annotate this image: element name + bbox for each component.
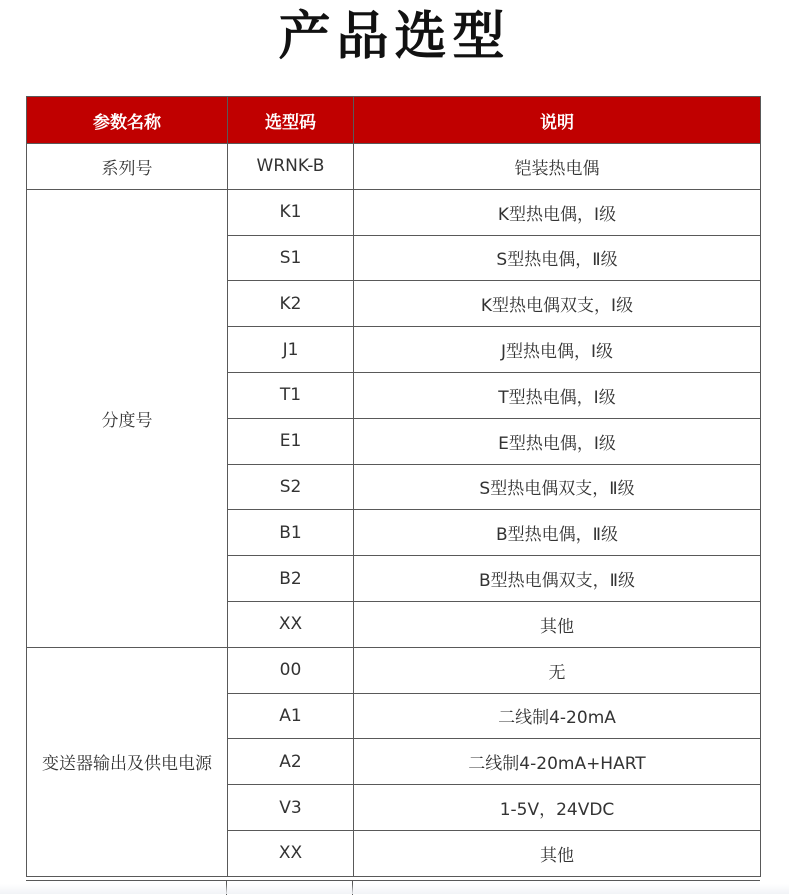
table-row: [27, 647, 761, 693]
code-cell: T1: [228, 372, 354, 418]
header-selection-code: 选型码: [228, 97, 354, 144]
table-row: [27, 144, 761, 190]
desc-cell: 铠装热电偶: [354, 144, 761, 190]
desc-cell: 其他: [354, 601, 761, 647]
code-cell: A2: [228, 739, 354, 785]
code-cell: S1: [228, 235, 354, 281]
bottom-fade: [0, 884, 789, 894]
header-description: 说明: [354, 97, 761, 144]
desc-cell: K型热电偶双支，Ⅰ级: [354, 281, 761, 327]
desc-cell: 无: [354, 647, 761, 693]
param-series: 系列号: [27, 144, 228, 190]
code-cell: V3: [228, 785, 354, 831]
desc-cell: 其他: [354, 830, 761, 876]
table-row: [27, 189, 761, 235]
code-cell: J1: [228, 327, 354, 373]
selection-table: [26, 96, 761, 877]
code-cell: B1: [228, 510, 354, 556]
desc-cell: 二线制4-20mA: [354, 693, 761, 739]
desc-cell: B型热电偶，Ⅱ级: [354, 510, 761, 556]
code-cell: 00: [228, 647, 354, 693]
header-param-name: 参数名称: [27, 97, 228, 144]
table-header-row: [27, 97, 761, 144]
code-cell: A1: [228, 693, 354, 739]
desc-cell: J型热电偶，Ⅰ级: [354, 327, 761, 373]
desc-cell: B型热电偶双支，Ⅱ级: [354, 556, 761, 602]
code-cell: E1: [228, 418, 354, 464]
code-cell: XX: [228, 601, 354, 647]
code-cell: K1: [228, 189, 354, 235]
desc-cell: 二线制4-20mA+HART: [354, 739, 761, 785]
param-graduation: 分度号: [27, 189, 228, 647]
desc-cell: S型热电偶，Ⅱ级: [354, 235, 761, 281]
code-cell: B2: [228, 556, 354, 602]
desc-cell: 1-5V，24VDC: [354, 785, 761, 831]
page-title: 产品选型: [278, 7, 511, 67]
code-cell: XX: [228, 830, 354, 876]
code-cell: WRNK-B: [228, 144, 354, 190]
code-cell: K2: [228, 281, 354, 327]
desc-cell: K型热电偶，Ⅰ级: [354, 189, 761, 235]
param-transmitter-output: 变送器输出及供电电源: [27, 647, 228, 876]
desc-cell: E型热电偶，Ⅰ级: [354, 418, 761, 464]
desc-cell: S型热电偶双支，Ⅱ级: [354, 464, 761, 510]
code-cell: S2: [228, 464, 354, 510]
desc-cell: T型热电偶，Ⅰ级: [354, 372, 761, 418]
